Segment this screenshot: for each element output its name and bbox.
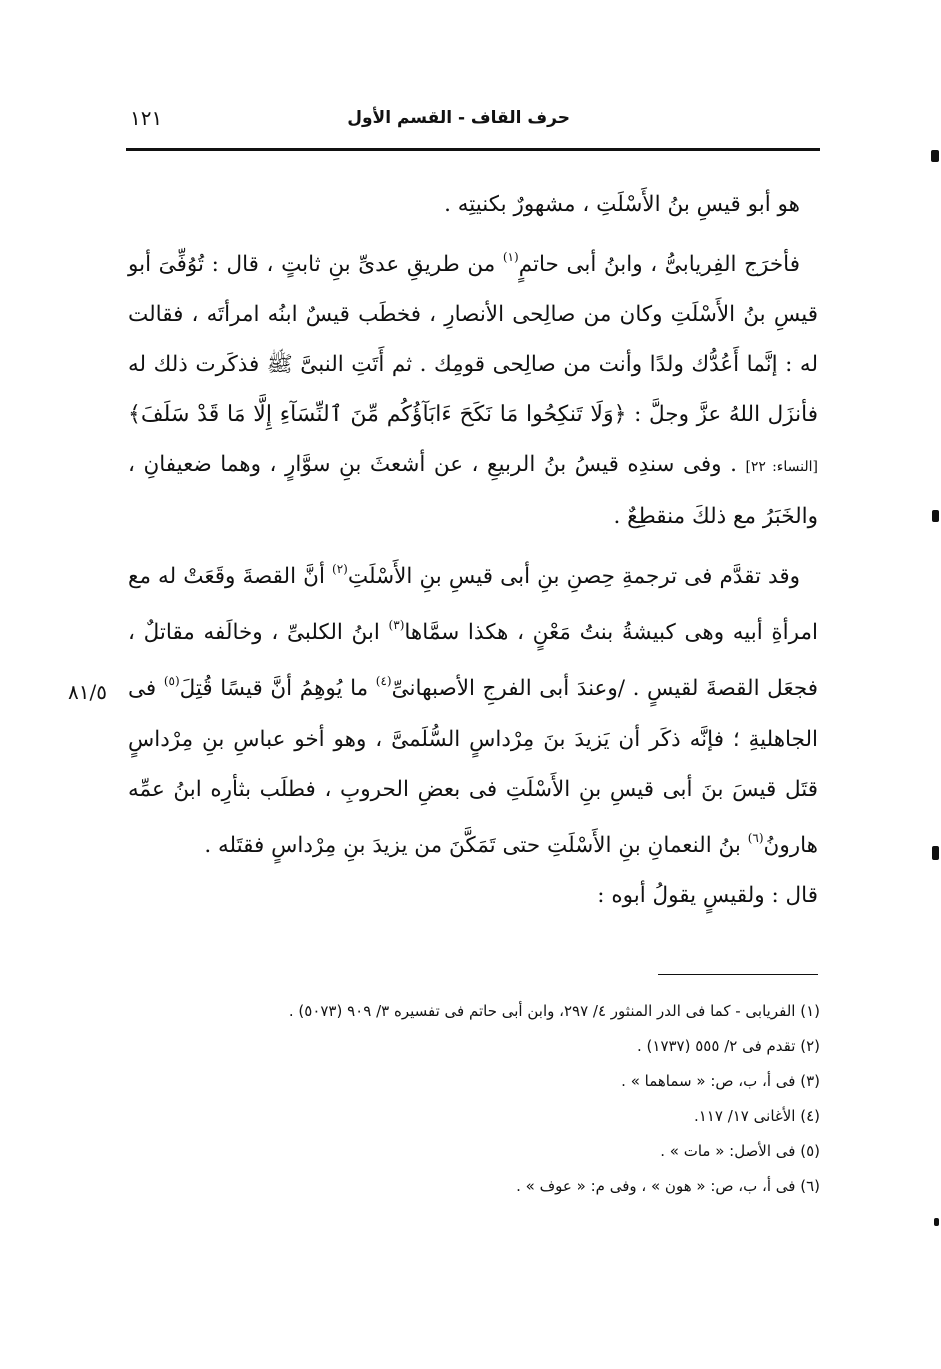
scan-mark [931,150,939,162]
margin-page-reference: ٨١/٥ [68,680,107,704]
scan-mark [932,510,939,522]
paragraph-3-text-a: وقد تقدَّم فى ترجمةِ حِصنِ بنِ أبى قيسِ بنِ الأَسْلَتِ [347,564,800,590]
scan-mark [932,846,939,860]
footnote-marker-2[interactable]: (٢) [332,562,348,577]
paragraph-3 [128,546,818,871]
paragraph-3-text-b: أنَّ القصةَ وقَعَتْ له مع امرأةِ أبيه وهى كبيشةُ بنتُ مَعْنٍ ، هكذا سمَّاها [128,564,818,646]
paragraph-3-text-e: فى الجاهليةِ ؛ فإنَّه ذكَر أن يَزيدَ بنَ مِرْداسٍ السُّلَمىَّ ، وهو أخو عباسِ بنِ مِرْداسٍ قتَل قيسَ بنَ أبى قيسِ بنِ الأَسْلَتِ فى بعضِ الحروبِ ، فطلَب بثأرِه ابنُ عمِّه هارونُ [128,676,818,858]
paragraph-1-text: هو أبو قيسِ بنُ الأَسْلَتِ ، مشهورٌ بكنيتِه . [444,192,800,217]
paragraph-2-text-a: فأخرَج الفِريابىُّ ، وابنُ أبى حاتمٍ [518,252,800,278]
paragraph-4 [128,871,818,921]
paragraph-3-text-f: بنُ النعمانِ بنِ الأَسْلَتِ حتى تَمَكَّنَ من يزيدَ بنِ مِرْداسٍ فقتَله . [204,832,741,858]
running-head [126,104,820,140]
footnote-3: (٣) فى أ، ب، ص: « سماهما » . [621,1072,820,1090]
footnote-2: (٢) تقدم فى ٢/ ٥٥٥ (١٧٣٧) . [637,1037,820,1055]
paragraph-2-text-c: . وفى سندِه قيسُ بنُ الربيعِ ، عن أشعثَ بنِ سوَّارٍ ، وهما ضعيفانِ ، والخَبَرُ مع ذلكَ منقطِعٌ . [128,452,818,530]
footnote-marker-6[interactable]: (٦) [747,830,764,845]
footnote-marker-4[interactable]: (٤) [375,674,392,689]
scan-mark [934,1218,939,1226]
paragraph-2-text-b: من طريقِ عدىِّ بنِ ثابتٍ ، قال : تُوُفِّىَ أبو قيسِ بنُ الأَسْلَتِ وكان من صالِحى الأنصارِ ، فخطَب قيسٌ ابنُه امرأتَه ، فقالت له : إنَّما أَعُدُّك ولدًا وأنت من صالِحى قومِك . ثم أَتَتِ النبىَّ ﷺ فذكَرت ذلك له فأنزَل اللهُ عزَّ وجلَّ : [128,252,818,428]
footnote-marker-3[interactable]: (٣) [388,618,405,633]
quran-verse: ﴿وَلَا تَنكِحُوا مَا نَكَحَ ءَابَآؤُكُم مِّنَ ٱلنِّسَآءِ إِلَّا مَا قَدْ سَلَفَ﴾ [128,402,627,428]
page-number: ١٢١ [130,106,163,130]
footnotes [130,994,820,1204]
paragraph-3-text-c: ابنُ الكلبىِّ ، وخالَفه مقاتلٌ ، فجعَل القصةَ لقيسٍ . /وعندَ أبى الفرجِ الأصبهانىِّ [128,620,818,702]
paragraph-1 [128,180,818,230]
paragraph-4-text: قال : ولقيسٍ يقولُ أبوه : [597,882,818,908]
paragraph-3-text-d: ما يُوهِمُ أنَّ قيسًا قُتِلَ [179,676,369,702]
footnote-1: (١) الفريابى - كما فى الدر المنثور ٤/ ٢٩٧، وابن أبى حاتم فى تفسيره ٣/ ٩٠٩ (٥٠٧٣) . [288,1002,820,1020]
footnote-6: (٦) فى أ، ب، ص: « هون » ، وفى م: « عوف » . [516,1177,820,1195]
footnote-4: (٤) الأغانى ١٧/ ١١٧. [693,1107,820,1125]
footnote-5: (٥) فى الأصل: « مات » . [660,1142,820,1160]
verse-reference: [النساء: ٢٢] [745,459,818,476]
footnote-separator [658,974,818,975]
footnote-marker-5[interactable]: (٥) [163,674,180,689]
chapter-title: حرف القاف - القسم الأول [347,108,570,128]
paragraph-2 [128,234,818,542]
footnote-marker-1[interactable]: (١) [502,250,519,264]
header-rule [126,148,820,151]
main-text [128,180,818,921]
